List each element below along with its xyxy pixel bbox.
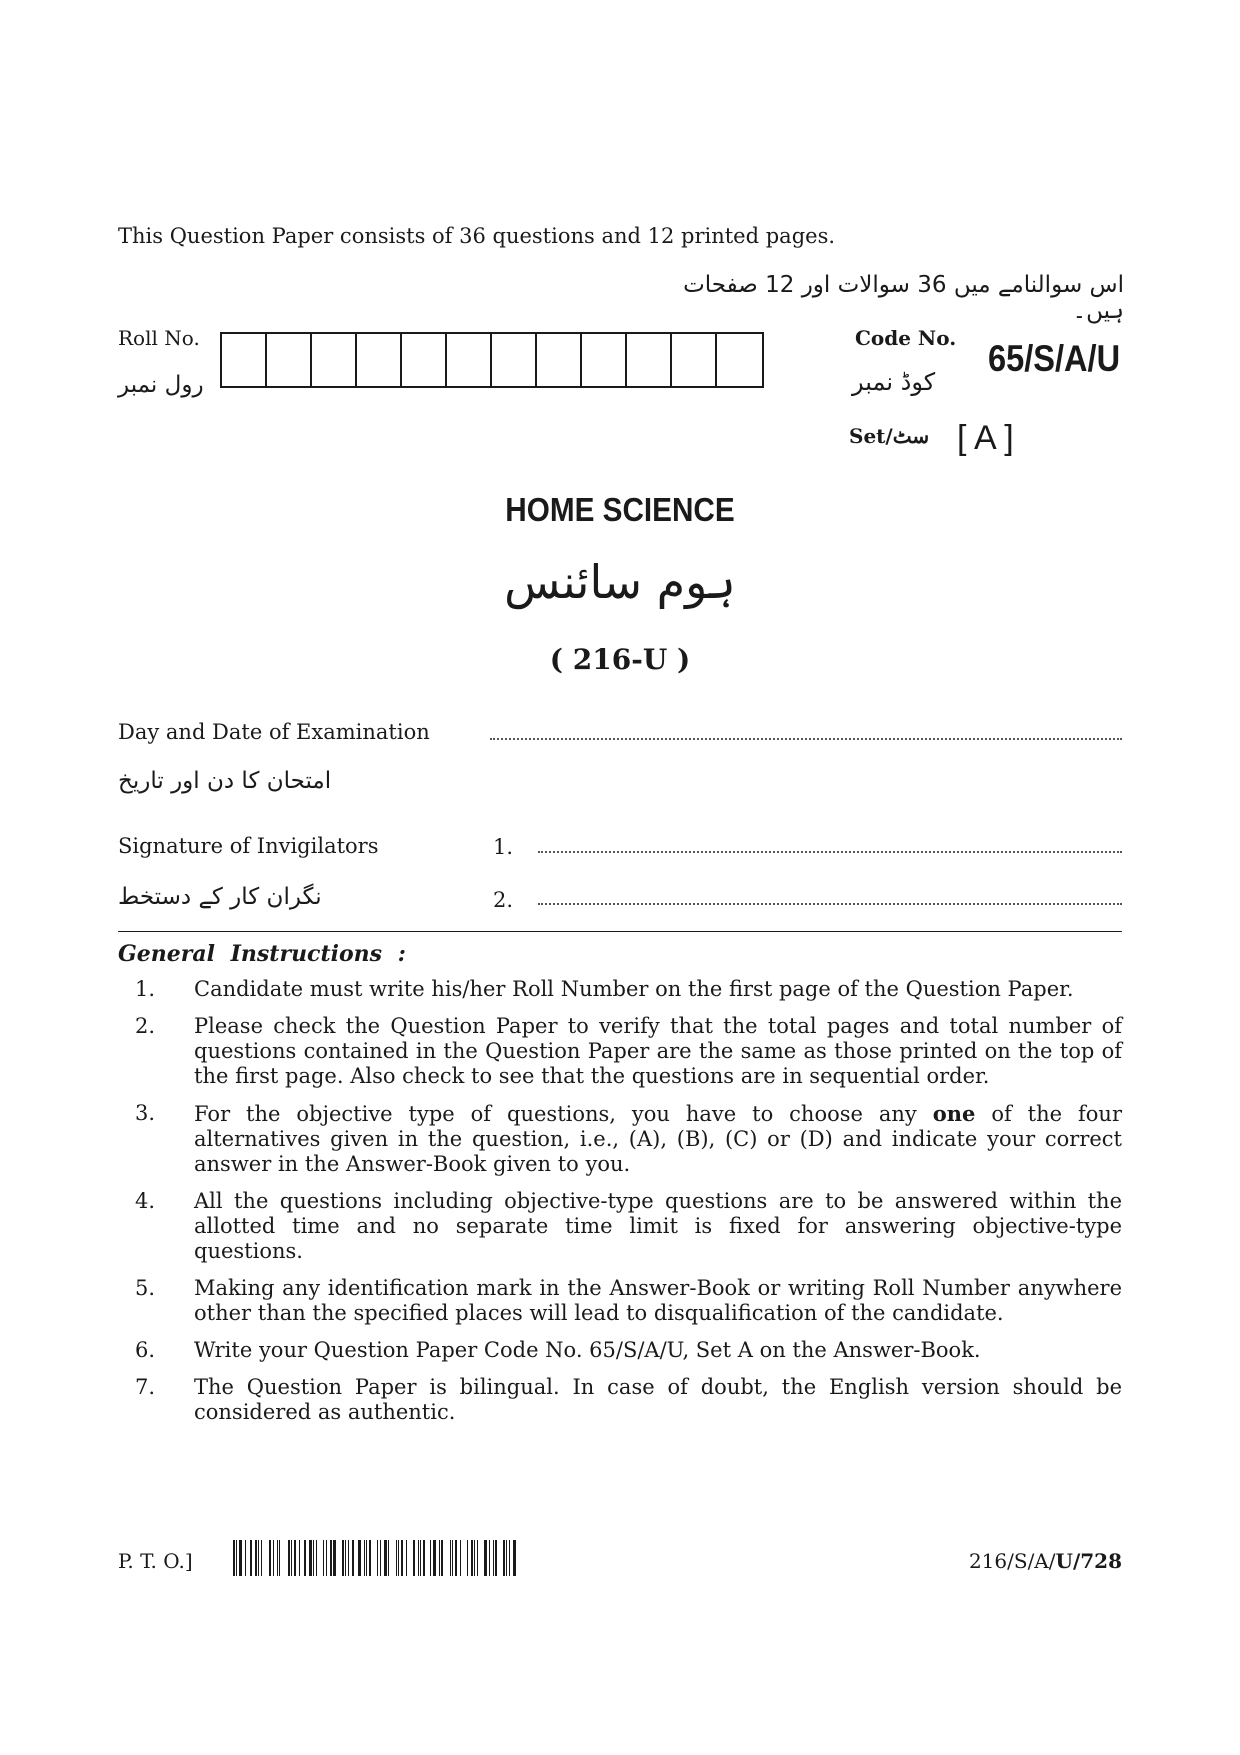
instruction-item xyxy=(118,977,1122,1002)
instruction-emphasis: one xyxy=(932,1101,976,1126)
roll-digit-box[interactable] xyxy=(447,334,492,386)
instruction-number: 7. xyxy=(135,1375,156,1399)
invigilator-2-number: 2. xyxy=(493,888,514,912)
pto-label: P. T. O.] xyxy=(118,1549,193,1573)
section-divider xyxy=(118,931,1122,932)
instruction-text: All the questions including objective-type questions are to be answered within the allotted time and no separate time limit is fixed for answering objective-type questions. xyxy=(194,1189,1122,1263)
paper-code-footer xyxy=(0,1549,1122,1573)
instruction-item xyxy=(118,1375,1122,1425)
instruction-text: The Question Paper is bilingual. In case of doubt, the English version should be considered as authentic. xyxy=(194,1375,1122,1424)
roll-digit-box[interactable] xyxy=(672,334,717,386)
instruction-item xyxy=(118,1189,1122,1264)
instruction-text: Write your Question Paper Code No. 65/S/A/U, Set A on the Answer-Book. xyxy=(194,1338,981,1362)
instruction-text xyxy=(194,1101,1122,1177)
instruction-item xyxy=(118,1276,1122,1326)
roll-digit-box[interactable] xyxy=(357,334,402,386)
instruction-text-part: of the four alternatives given in the question, i.e., (A), (B), (C) or (D) and indicate your correct answer in the Answer-Book given to you. xyxy=(194,1102,1122,1176)
paper-code-suffix: U/728 xyxy=(1055,1549,1122,1573)
instruction-number: 1. xyxy=(135,977,156,1001)
instruction-number: 2. xyxy=(135,1014,156,1038)
subject-code: ( 216-U ) xyxy=(549,643,691,676)
instruction-item xyxy=(118,1338,1122,1363)
invigilator-2-line[interactable] xyxy=(538,903,1122,905)
invigilators-label: Signature of Invigilators xyxy=(118,834,379,858)
instruction-text: Candidate must write his/her Roll Number on the first page of the Question Paper. xyxy=(194,977,1074,1001)
roll-digit-box[interactable] xyxy=(402,334,447,386)
exam-date-line[interactable] xyxy=(490,738,1122,740)
subject-title-ur: ہوم سائنس xyxy=(504,555,736,609)
roll-digit-box[interactable] xyxy=(717,334,762,386)
instruction-text: Making any identification mark in the Answer-Book or writing Roll Number anywhere other than the specified places will lead to disqualification of the candidate. xyxy=(194,1276,1122,1325)
roll-digit-box[interactable] xyxy=(312,334,357,386)
set-label: Set/سٹ xyxy=(849,424,930,448)
set-value: [ A ] xyxy=(957,419,1014,457)
code-number-label: Code No. xyxy=(855,326,957,350)
roll-digit-box[interactable] xyxy=(627,334,672,386)
invigilator-1-line[interactable] xyxy=(538,851,1122,853)
exam-date-label: Day and Date of Examination xyxy=(118,720,430,744)
instruction-number: 6. xyxy=(135,1338,156,1362)
code-number-label-ur: کوڈ نمبر xyxy=(852,368,936,396)
subject-title: HOME SCIENCE xyxy=(505,491,735,528)
instruction-number: 5. xyxy=(135,1276,156,1300)
page-count-note-ur: اس سوالنامے میں 36 سوالات اور 12 صفحات ہیں۔ xyxy=(683,272,1124,324)
instructions-list xyxy=(118,977,1122,1437)
instructions-title: General Instructions : xyxy=(118,941,406,967)
exam-date-label-ur: امتحان کا دن اور تاریخ xyxy=(118,768,332,794)
code-number-value: 65/S/A/U xyxy=(988,338,1121,379)
roll-number-label: Roll No. xyxy=(118,326,200,350)
instruction-item xyxy=(118,1101,1122,1177)
roll-digit-box[interactable] xyxy=(582,334,627,386)
page-count-note-en: This Question Paper consists of 36 questions and 12 printed pages. xyxy=(118,224,836,248)
roll-digit-box[interactable] xyxy=(537,334,582,386)
instruction-number: 3. xyxy=(135,1101,156,1125)
roll-digit-box[interactable] xyxy=(222,334,267,386)
roll-digit-box[interactable] xyxy=(267,334,312,386)
instruction-text: Please check the Question Paper to verify that the total pages and total number of questions contained in the Question Paper are the same as those printed on the top of the first page. Also check to see that the questions are in sequential order. xyxy=(194,1014,1122,1088)
instruction-item xyxy=(118,1014,1122,1089)
instruction-number: 4. xyxy=(135,1189,156,1213)
roll-digit-box[interactable] xyxy=(492,334,537,386)
paper-code-prefix: 216/S/A/ xyxy=(968,1549,1056,1573)
invigilator-1-number: 1. xyxy=(493,835,514,859)
roll-number-label-ur: رول نمبر xyxy=(118,372,204,398)
roll-number-boxes[interactable] xyxy=(220,332,764,388)
instruction-text-part: For the objective type of questions, you have to choose any xyxy=(194,1102,933,1126)
invigilators-label-ur: نگران کار کے دستخط xyxy=(118,884,322,910)
